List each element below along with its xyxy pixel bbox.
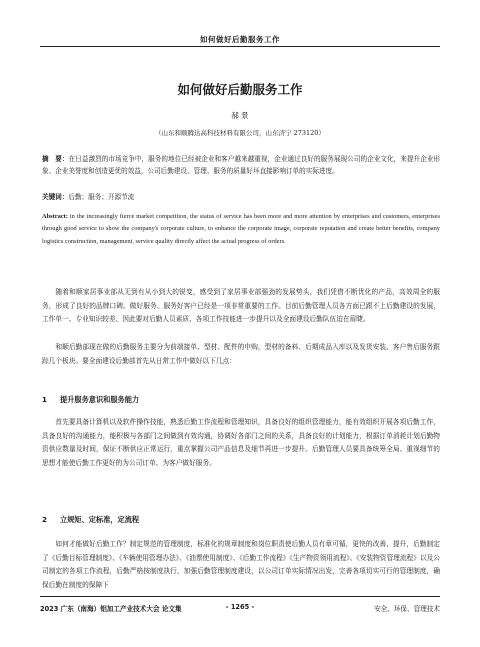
- body-paragraph-2: 和顺后勤部现在做的后勤服务主要分为前端接单、型材、配件的申购，型材的备料、后期成品入库以及发货安装、客户售后服务跟踪几个板块。要全面建设后勤部首先从日常工作中做好以下几点：: [42, 343, 440, 365]
- body-paragraph-1: 随着和顺家居事业部从无到有从小到大的锐变，感受到了家居事业部强劲的发展势头，我们凭借不断优化的产品，高效周全的服务，形成了良好的品牌口碑。做好服务、服务好客户已经是一项非常重要的工作。目前后勤管理人员各方面已跟不上后勤建设的发展，工作单一、专业知识较差、因此要对后勤人员素质、各项工作技能进一步提升以及全面建设后勤队伍迫在眉睫。: [42, 288, 440, 324]
- footer-proceedings: 2023 广东（南海）铝加工产业技术大会 论文集: [40, 605, 182, 613]
- section-number: 2: [42, 515, 48, 524]
- keywords: [42, 192, 440, 204]
- section-heading-1: [42, 395, 440, 405]
- abstract-english: [42, 211, 440, 248]
- page-number: - 1265 -: [225, 603, 255, 611]
- body-paragraph-3: 首先要具备计算机以及软件操作技能，熟悉后勤工作流程和管理知识，具备良好的组织管理能力，能有效组织开展各项后勤工作，具备良好的沟通能力，能积极与各部门之间做到有效沟通，协调好各部门之间的关系，具备良好的计划能力，根据订单消耗计划后勤物资供应数量及时间，保证不断供应正常运行，重点掌握公司产品信息及细节再进一步提升。后勤管理人员要具备统筹全局、重视细节的思想才能使后勤工作更好的为公司订单、为客户做好服务。: [42, 418, 440, 467]
- footer-rule: [40, 596, 440, 597]
- section-title: 立规矩、定标准，定流程: [60, 515, 140, 524]
- footer-section: 安全、环保、管理技术: [374, 605, 440, 613]
- abstract-text: 在日益激烈的市场竞争中，服务的地位已经被企业和客户越来越重视，企业通过良好的服务展现公司的企业文化，来提升企业形象、企业美誉度和创造更优的效益，公司后勤建设、管理、服务的质量好坏直接影响订单的实际进度。: [42, 155, 441, 175]
- abstract-chinese: [42, 154, 440, 178]
- affiliation: （山东和顺腾达高科技材料有限公司，山东济宁 273120）: [155, 129, 325, 137]
- running-header: 如何做好后勤服务工作: [200, 35, 280, 44]
- abstract-en-text: in the increasingly fierce market competition, the status of service has been more and more attention by enterprises and customers, enterprises through good service to show the company's corporate culture, to enhance the corporate image, corporate reputation and create better benefits, company logistics construction, management, service quality directly affect the actual progress of orders.: [42, 213, 440, 245]
- abstract-en-label: Abstract:: [42, 213, 68, 220]
- header-rule: [40, 46, 440, 47]
- keywords-text: 后勤；服务；开源节流: [68, 193, 135, 201]
- body-paragraph-4: 如何才能做好后勤工作？制定规范的管理制度，标准化的规章制度和岗位职责使后勤人员有章可循，更快的改善、提升，后勤制定了《后勤目标管理制度》、《车辆使用管理办法》、《油票使用制度》、《后勤工作流程》《生产物资领用流程》、《安装物资管理流程》以及公司制定的各项工作流程，后勤严格按制度执行，加强后勤管理制度建设，以公司订单实际情况出发，完善各项切实可行的管理制度，确保后勤在制度的保障下: [42, 540, 440, 589]
- section-heading-2: [42, 515, 440, 525]
- keywords-label: 关键词：: [42, 193, 69, 201]
- section-title: 提升服务意识和服务能力: [60, 395, 140, 404]
- author: 郝 景: [231, 111, 249, 120]
- article-title: 如何做好后勤服务工作: [177, 82, 303, 97]
- section-number: 1: [42, 395, 48, 404]
- abstract-label: 摘 要：: [42, 155, 69, 163]
